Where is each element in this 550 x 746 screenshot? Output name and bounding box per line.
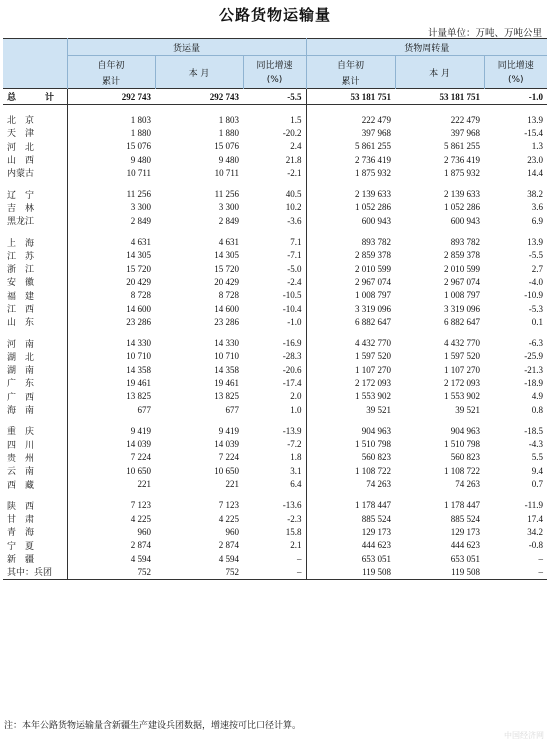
cell-turnover-yoy: 0.8	[531, 404, 544, 415]
cell-freight-ytd: 15 076	[67, 140, 155, 153]
table-row	[3, 302, 547, 315]
cell-freight-month: 7 224	[218, 452, 239, 463]
table-row	[3, 451, 547, 464]
row-label: 河 南	[7, 339, 35, 350]
cumulative-header-turnover: 累计	[306, 72, 395, 89]
row-label: 广 西	[7, 392, 35, 403]
cell-freight-yoy: 1.0	[290, 404, 302, 415]
cell-freight-ytd: 14 600	[67, 302, 155, 315]
cell-freight-ytd: 960	[67, 525, 155, 538]
cell-turnover-ytd: 1 553 902	[306, 390, 395, 403]
cell-freight-month: 13 825	[214, 391, 239, 402]
table-row	[3, 390, 547, 403]
cell-turnover-month: 1 107 270	[444, 364, 481, 375]
cell-turnover-month: 1 052 286	[444, 202, 481, 213]
cell-turnover-month: 222 479	[450, 114, 481, 125]
table-row	[3, 262, 547, 275]
yoy-header-freight: 同比增速	[243, 56, 306, 73]
cell-turnover-month: 653 051	[450, 553, 481, 564]
cell-freight-ytd: 20 429	[67, 275, 155, 288]
cell-turnover-month: 1 178 447	[444, 500, 481, 511]
cell-freight-ytd: 10 650	[67, 464, 155, 477]
table-row	[3, 499, 547, 512]
cell-freight-ytd: 14 330	[67, 336, 155, 349]
cell-freight-ytd: 4 594	[67, 552, 155, 565]
pct-header-freight: (%)	[243, 72, 306, 89]
cell-turnover-yoy: -5.5	[528, 250, 544, 261]
turnover-header: 货物周转量	[306, 39, 547, 56]
cell-turnover-yoy: 13.9	[527, 114, 544, 125]
cell-freight-month: 1 803	[218, 114, 239, 125]
cell-freight-month: 14 358	[214, 364, 239, 375]
cell-freight-month: 752	[155, 565, 243, 579]
table-row	[3, 275, 547, 288]
cell-turnover-yoy: 3.6	[531, 202, 544, 213]
cell-freight-yoy: -16.9	[282, 338, 302, 349]
cell-turnover-ytd: 2 010 599	[306, 262, 395, 275]
cell-freight-month: 960	[225, 526, 239, 537]
cell-turnover-ytd: 1 052 286	[306, 201, 395, 214]
row-label: 宁 夏	[7, 541, 35, 552]
cell-freight-ytd: 4 631	[67, 235, 155, 248]
freight-volume-header: 货运量	[67, 39, 306, 56]
cell-freight-yoy: -2.4	[287, 276, 302, 287]
cell-turnover-month: 397 968	[450, 127, 481, 138]
table-row	[3, 464, 547, 477]
cell-freight-ytd: 1 803	[67, 113, 155, 126]
row-label: 山 东	[7, 318, 35, 329]
cell-turnover-yoy: -18.9	[524, 377, 544, 388]
row-label: 云 南	[7, 467, 35, 478]
page-title: 公路货物运输量	[218, 6, 331, 24]
cell-freight-month: 9 480	[218, 154, 239, 165]
group-spacer	[3, 491, 547, 499]
pct-header-turnover: (%)	[484, 72, 547, 89]
cell-freight-ytd: 7 224	[67, 451, 155, 464]
cell-turnover-month: 2 010 599	[444, 263, 481, 274]
cell-freight-month: 14 600	[214, 303, 239, 314]
cell-freight-yoy: -5.5	[243, 89, 306, 105]
cell-turnover-month: 600 943	[450, 215, 481, 226]
table-row	[3, 166, 547, 179]
cell-freight-yoy: 7.1	[290, 237, 302, 248]
cell-freight-month: 10 711	[214, 167, 239, 178]
cell-freight-ytd: 23 286	[67, 315, 155, 328]
cell-turnover-month: 5 861 255	[444, 141, 481, 152]
cell-turnover-yoy: -6.3	[528, 338, 544, 349]
cell-turnover-ytd: 53 181 751	[306, 89, 395, 105]
row-label: 上 海	[7, 238, 35, 249]
cell-freight-yoy: -1.0	[287, 316, 302, 327]
cell-freight-ytd: 15 720	[67, 262, 155, 275]
month-header-turnover: 本 月	[395, 56, 484, 89]
cell-turnover-month: 2 967 074	[444, 276, 481, 287]
row-label: 新 疆	[7, 555, 35, 566]
cell-freight-ytd: 677	[67, 403, 155, 416]
row-label: 辽 宁	[7, 190, 35, 201]
cell-turnover-month: 893 782	[450, 237, 481, 248]
cell-freight-month: 3 300	[218, 202, 239, 213]
cell-turnover-yoy: 14.4	[527, 167, 544, 178]
cell-turnover-ytd: 129 173	[306, 525, 395, 538]
cell-freight-ytd: 10 711	[67, 166, 155, 179]
cell-turnover-month: 3 319 096	[444, 303, 481, 314]
cell-turnover-month: 1 597 520	[444, 351, 481, 362]
cell-freight-yoy: -7.2	[287, 439, 302, 450]
cell-freight-month: 4 594	[218, 553, 239, 564]
cell-turnover-month: 2 172 093	[444, 377, 481, 388]
cell-freight-yoy: -2.3	[287, 513, 302, 524]
cell-freight-ytd: 292 743	[67, 89, 155, 105]
cell-turnover-yoy: 2.7	[531, 263, 544, 274]
cell-turnover-yoy: 6.9	[531, 215, 544, 226]
cell-turnover-yoy: 17.4	[527, 513, 544, 524]
cell-freight-month: 10 710	[214, 351, 239, 362]
row-label: 山 西	[7, 156, 35, 167]
table-row	[3, 512, 547, 525]
group-spacer	[3, 179, 547, 187]
cell-freight-month: 14 305	[214, 250, 239, 261]
cell-turnover-yoy: -18.5	[524, 425, 544, 436]
cell-turnover-ytd: 4 432 770	[306, 336, 395, 349]
cell-turnover-month: 4 432 770	[444, 338, 481, 349]
cell-freight-ytd: 10 710	[67, 350, 155, 363]
cell-freight-month: 10 650	[214, 465, 239, 476]
cell-turnover-yoy: 0.1	[531, 316, 544, 327]
cumulative-header-freight: 累计	[67, 72, 155, 89]
cell-turnover-ytd: 222 479	[306, 113, 395, 126]
total-row	[3, 89, 547, 105]
cell-freight-yoy: 2.0	[290, 391, 302, 402]
group-spacer	[3, 328, 547, 336]
row-label: 内蒙古	[7, 169, 35, 180]
cell-freight-month: 20 429	[214, 276, 239, 287]
cell-turnover-month: 129 173	[450, 526, 481, 537]
row-label: 黑龙江	[7, 217, 35, 228]
row-label: 总 计	[3, 89, 67, 105]
cell-freight-ytd: 3 300	[67, 201, 155, 214]
row-label: 海 南	[7, 406, 35, 417]
cell-freight-month: 9 419	[218, 425, 239, 436]
cell-freight-yoy: -10.5	[282, 290, 302, 301]
cell-turnover-ytd: 74 263	[306, 477, 395, 490]
cell-turnover-month: 2 139 633	[444, 189, 481, 200]
cell-freight-ytd: 2 874	[67, 539, 155, 552]
freight-table	[3, 38, 547, 580]
cell-turnover-ytd: 904 963	[306, 424, 395, 437]
cell-freight-month: 11 256	[214, 189, 239, 200]
cell-turnover-ytd: 2 736 419	[306, 153, 395, 166]
row-label: 西 藏	[7, 480, 35, 491]
cell-freight-yoy: 1.8	[290, 452, 302, 463]
cell-turnover-ytd: 653 051	[306, 552, 395, 565]
table-row	[3, 126, 547, 139]
table-row	[3, 336, 547, 349]
cell-freight-month: 221	[225, 479, 239, 490]
row-label: 广 东	[7, 379, 35, 390]
table-row	[3, 350, 547, 363]
table-body	[3, 89, 547, 580]
table-row	[3, 140, 547, 153]
cell-freight-yoy: –	[297, 553, 302, 564]
cell-turnover-ytd: 397 968	[306, 126, 395, 139]
cell-turnover-yoy: 13.9	[527, 237, 544, 248]
cell-turnover-ytd: 6 882 647	[306, 315, 395, 328]
row-label: 天 津	[7, 129, 35, 140]
group-spacer	[3, 105, 547, 114]
cell-turnover-ytd: 2 859 378	[306, 249, 395, 262]
cell-turnover-yoy: -4.3	[528, 439, 544, 450]
table-row	[3, 477, 547, 490]
table-row	[3, 315, 547, 328]
yoy-header-turnover: 同比增速	[484, 56, 547, 73]
table-row	[3, 249, 547, 262]
table-row	[3, 376, 547, 389]
cell-freight-yoy: -20.6	[282, 364, 302, 375]
cell-turnover-ytd: 885 524	[306, 512, 395, 525]
cell-turnover-ytd: 1 008 797	[306, 289, 395, 302]
cell-turnover-month: 119 508	[395, 565, 484, 579]
row-label: 贵 州	[7, 453, 35, 464]
cell-freight-yoy: -20.2	[282, 127, 302, 138]
table-row	[3, 403, 547, 416]
cell-freight-month: 292 743	[155, 89, 243, 105]
cell-turnover-ytd: 1 597 520	[306, 350, 395, 363]
cell-freight-yoy: -10.4	[282, 303, 302, 314]
row-label: 浙 江	[7, 265, 35, 276]
cell-turnover-yoy: 4.9	[531, 391, 544, 402]
cell-freight-yoy: 1.5	[290, 114, 302, 125]
group-spacer	[3, 416, 547, 424]
cell-turnover-month: 885 524	[450, 513, 481, 524]
row-label: 其中：兵团	[3, 565, 67, 579]
row-label: 吉 林	[7, 203, 35, 214]
cell-freight-yoy: -7.1	[287, 250, 302, 261]
cell-turnover-yoy: 34.2	[527, 526, 544, 537]
cell-freight-month: 14 330	[214, 338, 239, 349]
row-label: 安 徽	[7, 278, 35, 289]
cell-turnover-month: 1 108 722	[444, 465, 481, 476]
cell-freight-ytd: 13 825	[67, 390, 155, 403]
cell-freight-ytd: 9 480	[67, 153, 155, 166]
cell-freight-month: 2 849	[218, 215, 239, 226]
cell-freight-yoy: 21.8	[285, 154, 302, 165]
cell-turnover-ytd: 119 508	[306, 565, 395, 579]
row-label: 四 川	[7, 440, 35, 451]
footnote: 注：本年公路货物运输量含新疆生产建设兵团数据，增速按可比口径计算。	[4, 721, 302, 731]
cell-turnover-month: 74 263	[455, 479, 481, 490]
cell-turnover-yoy: -25.9	[524, 351, 544, 362]
ytd-header-turnover: 自年初	[306, 56, 395, 73]
cell-freight-ytd: 1 880	[67, 126, 155, 139]
cell-turnover-yoy: 1.3	[531, 141, 544, 152]
cell-freight-ytd: 9 419	[67, 424, 155, 437]
cell-freight-yoy: 2.1	[290, 540, 302, 551]
row-label: 福 建	[7, 291, 35, 302]
table-row	[3, 153, 547, 166]
cell-freight-yoy: -2.1	[287, 167, 302, 178]
cell-freight-yoy: -28.3	[282, 351, 302, 362]
table-row	[3, 235, 547, 248]
cell-turnover-ytd: 39 521	[306, 403, 395, 416]
cell-turnover-month: 39 521	[455, 404, 481, 415]
cell-turnover-yoy: -15.4	[524, 127, 544, 138]
row-label: 甘 肃	[7, 515, 35, 526]
cell-freight-yoy: -17.4	[282, 377, 302, 388]
cell-turnover-yoy: 23.0	[527, 154, 544, 165]
row-label: 湖 南	[7, 366, 35, 377]
row-label: 河 北	[7, 142, 35, 153]
cell-freight-month: 7 123	[218, 500, 239, 511]
table-row	[3, 424, 547, 437]
cell-freight-yoy: 10.2	[285, 202, 302, 213]
table-row	[3, 438, 547, 451]
cell-turnover-month: 6 882 647	[444, 316, 481, 327]
watermark: 中国经济网	[504, 731, 544, 740]
cell-turnover-yoy: 0.7	[531, 479, 544, 490]
cell-freight-month: 4 631	[218, 237, 239, 248]
cell-freight-yoy: -3.6	[287, 215, 302, 226]
table-row	[3, 289, 547, 302]
cell-freight-yoy: 6.4	[290, 479, 302, 490]
cell-turnover-ytd: 1 108 722	[306, 464, 395, 477]
cell-turnover-ytd: 1 510 798	[306, 438, 395, 451]
cell-freight-ytd: 4 225	[67, 512, 155, 525]
cell-freight-month: 8 728	[218, 290, 239, 301]
cell-turnover-yoy: –	[538, 553, 544, 564]
cell-turnover-ytd: 2 139 633	[306, 187, 395, 200]
month-header-freight: 本 月	[155, 56, 243, 89]
cell-turnover-yoy: –	[484, 565, 547, 579]
row-label: 北 京	[7, 116, 35, 127]
cell-turnover-ytd: 600 943	[306, 214, 395, 227]
row-label: 陕 西	[7, 501, 35, 512]
table-row	[3, 113, 547, 126]
cell-freight-month: 15 076	[214, 141, 239, 152]
cell-turnover-ytd: 1 107 270	[306, 363, 395, 376]
cell-turnover-yoy: 9.4	[531, 465, 544, 476]
region-header	[3, 39, 67, 89]
cell-freight-ytd: 8 728	[67, 289, 155, 302]
cell-turnover-yoy: -11.9	[524, 500, 544, 511]
table-row	[3, 363, 547, 376]
cell-turnover-ytd: 3 319 096	[306, 302, 395, 315]
cell-freight-yoy: -13.6	[282, 500, 302, 511]
cell-turnover-month: 2 859 378	[444, 250, 481, 261]
cell-turnover-ytd: 444 623	[306, 539, 395, 552]
cell-turnover-yoy: -1.0	[484, 89, 547, 105]
cell-freight-yoy: -5.0	[287, 263, 302, 274]
cell-turnover-yoy: -21.3	[524, 364, 544, 375]
cell-turnover-month: 1 008 797	[444, 290, 481, 301]
cell-turnover-month: 53 181 751	[395, 89, 484, 105]
cell-freight-ytd: 19 461	[67, 376, 155, 389]
cell-freight-month: 19 461	[214, 377, 239, 388]
cell-turnover-month: 2 736 419	[444, 154, 481, 165]
row-label: 江 苏	[7, 251, 35, 262]
table-row	[3, 201, 547, 214]
cell-turnover-yoy: -0.8	[528, 540, 544, 551]
cell-turnover-ytd: 2 967 074	[306, 275, 395, 288]
cell-freight-month: 23 286	[214, 316, 239, 327]
cell-freight-yoy: 2.4	[290, 141, 302, 152]
cell-turnover-month: 1 510 798	[444, 439, 481, 450]
cell-freight-month: 4 225	[218, 513, 239, 524]
cell-turnover-yoy: -10.9	[524, 290, 544, 301]
cell-freight-ytd: 11 256	[67, 187, 155, 200]
table-row	[3, 565, 547, 579]
table-row	[3, 552, 547, 565]
cell-freight-yoy: -13.9	[282, 425, 302, 436]
cell-freight-yoy: 3.1	[290, 465, 302, 476]
cell-freight-yoy: 40.5	[285, 189, 302, 200]
table-row	[3, 525, 547, 538]
cell-turnover-yoy: 38.2	[527, 189, 544, 200]
cell-freight-yoy: 15.8	[285, 526, 302, 537]
cell-turnover-ytd: 893 782	[306, 235, 395, 248]
row-label: 湖 北	[7, 352, 35, 363]
cell-freight-month: 15 720	[214, 263, 239, 274]
cell-freight-ytd: 7 123	[67, 499, 155, 512]
cell-freight-month: 677	[225, 404, 239, 415]
table-row	[3, 214, 547, 227]
unit-label: 计量单位：万吨、万吨公里	[427, 28, 542, 39]
cell-freight-ytd: 221	[67, 477, 155, 490]
cell-turnover-ytd: 560 823	[306, 451, 395, 464]
cell-freight-yoy: –	[243, 565, 306, 579]
ytd-header-freight: 自年初	[67, 56, 155, 73]
group-spacer	[3, 227, 547, 235]
cell-turnover-ytd: 5 861 255	[306, 140, 395, 153]
cell-freight-ytd: 14 039	[67, 438, 155, 451]
row-label: 重 庆	[7, 427, 35, 438]
table-row	[3, 539, 547, 552]
cell-turnover-month: 444 623	[450, 540, 481, 551]
row-label: 青 海	[7, 528, 35, 539]
cell-freight-ytd: 14 305	[67, 249, 155, 262]
cell-turnover-ytd: 1 178 447	[306, 499, 395, 512]
table-row	[3, 187, 547, 200]
cell-turnover-ytd: 1 875 932	[306, 166, 395, 179]
cell-freight-ytd: 14 358	[67, 363, 155, 376]
cell-freight-month: 2 874	[218, 540, 239, 551]
cell-turnover-month: 904 963	[450, 425, 481, 436]
row-label: 江 西	[7, 305, 35, 315]
cell-freight-ytd: 752	[67, 565, 155, 579]
cell-turnover-yoy: 5.5	[531, 452, 544, 463]
cell-turnover-month: 1 553 902	[444, 391, 481, 402]
cell-turnover-yoy: -4.0	[528, 276, 544, 287]
cell-freight-ytd: 2 849	[67, 214, 155, 227]
cell-turnover-month: 560 823	[450, 452, 481, 463]
cell-turnover-month: 1 875 932	[444, 167, 481, 178]
cell-freight-month: 14 039	[214, 439, 239, 450]
cell-turnover-yoy: -5.3	[528, 303, 544, 314]
cell-turnover-ytd: 2 172 093	[306, 376, 395, 389]
cell-freight-month: 1 880	[218, 127, 239, 138]
